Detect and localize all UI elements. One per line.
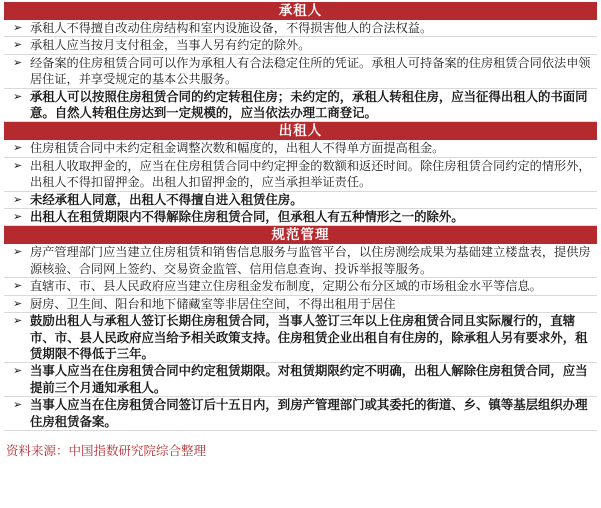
list-item-text: 承租人不得擅自改动住房结构和室内设施设备，不得损害他人的合法权益。: [30, 21, 433, 35]
arrow-right-icon: ➢: [13, 55, 23, 69]
arrow-right-icon: ➢: [13, 245, 23, 259]
arrow-right-icon: ➢: [13, 141, 23, 155]
list-item-text: 鼓励出租人与承租人签订长期住房租赁合同，当事人签订三年以上住房租赁合同且实际履行的，直辖市、市、县人民政府应当给予相关政策支持。住房租赁企业出租自有住房的，除承租人另有要求外，租赁期限不得低于三年。: [30, 313, 588, 361]
list-item: [4, 278, 597, 295]
list-item: [4, 313, 597, 363]
arrow-right-icon: ➢: [13, 192, 23, 206]
list-item-text: 当事人应当在住房租赁合同签订后十五日内，到房产管理部门或其委托的街道、乡、镇等基层组织办理住房租赁备案。: [30, 397, 588, 429]
sections-container: [4, 2, 597, 431]
list-item-text: 当事人应当在住房租赁合同中约定租赁期限。对租赁期限约定不明确，出租人解除住房租赁合同，应当提前三个月通知承租人。: [30, 363, 588, 395]
list-item-text: 承租人应当按月支付租金，当事人另有约定的除外。: [30, 38, 311, 53]
arrow-right-icon: ➢: [13, 158, 23, 172]
arrow-right-icon: ➢: [13, 398, 23, 412]
arrow-right-icon: ➢: [13, 314, 23, 328]
list-item: [4, 209, 597, 226]
list-item: [4, 140, 597, 157]
source-note: 资料来源：中国指数研究院综合整理: [6, 442, 207, 458]
arrow-right-icon: ➢: [13, 89, 23, 103]
arrow-right-icon: ➢: [13, 38, 23, 52]
list-item: [4, 37, 597, 54]
list-item: [4, 55, 597, 89]
list-item: [4, 20, 597, 37]
list-item: [4, 244, 597, 278]
list-item-text: 出租人收取押金的，应当在住房租赁合同中约定押金的数额和返还时间。除住房租赁合同约定的情形外，出租人不得扣留押金。出租人扣留押金的，应当承担举证责任。: [30, 158, 591, 190]
section-item-list: [4, 140, 597, 226]
list-item-text: 经备案的住房租赁合同可以作为承租人有合法稳定住所的凭证。承租人可持备案的住房租赁合同依法申领居住证，并享受规定的基本公共服务。: [30, 55, 591, 87]
arrow-right-icon: ➢: [13, 364, 23, 378]
list-item-text: 厨房、卫生间、阳台和地下储藏室等非居住空间，不得出租用于居住: [30, 296, 396, 311]
list-item-text: 承租人可以按照住房租赁合同的约定转租住房；未约定的，承租人转租住房，应当征得出租人的书面同意。自然人转租住房达到一定规模的，应当依法办理工商登记。: [30, 88, 588, 121]
list-item: [4, 363, 597, 397]
section: [4, 226, 597, 430]
section: [4, 122, 597, 226]
list-item: [4, 89, 597, 123]
list-item-text: 住房租赁合同中未约定租金调整次数和幅度的，出租人不得单方面提高租金。: [30, 141, 445, 156]
list-item: [4, 158, 597, 192]
list-item: [4, 397, 597, 431]
arrow-right-icon: ➢: [13, 279, 23, 293]
arrow-right-icon: ➢: [13, 21, 23, 34]
section-header: 承租人: [4, 2, 597, 20]
list-item: [4, 192, 597, 209]
list-item-text: 房产管理部门应当建立住房租赁和销售信息服务与监管平台，以住房测绘成果为基础建立楼盘表，提供房源核验、合同网上签约、交易资金监管、信用信息查询、投诉举报等服务。: [30, 245, 591, 276]
section-header: 出租人: [4, 122, 597, 140]
section-item-list: [4, 20, 597, 122]
list-item-text: 直辖市、市、县人民政府应当建立住房租金发布制度，定期公布分区域的市场租金水平等信息。: [30, 279, 542, 294]
list-item: [4, 296, 597, 313]
list-item-text: 未经承租人同意，出租人不得擅自进入租赁住房。: [30, 191, 303, 207]
section: [4, 2, 597, 122]
section-header: 规范管理: [4, 226, 597, 244]
arrow-right-icon: ➢: [13, 296, 23, 310]
arrow-right-icon: ➢: [13, 210, 23, 224]
list-item-text: 出租人在租赁期限内不得解除住房租赁合同，但承租人有五种情形之一的除外。: [30, 209, 464, 225]
section-item-list: [4, 244, 597, 430]
